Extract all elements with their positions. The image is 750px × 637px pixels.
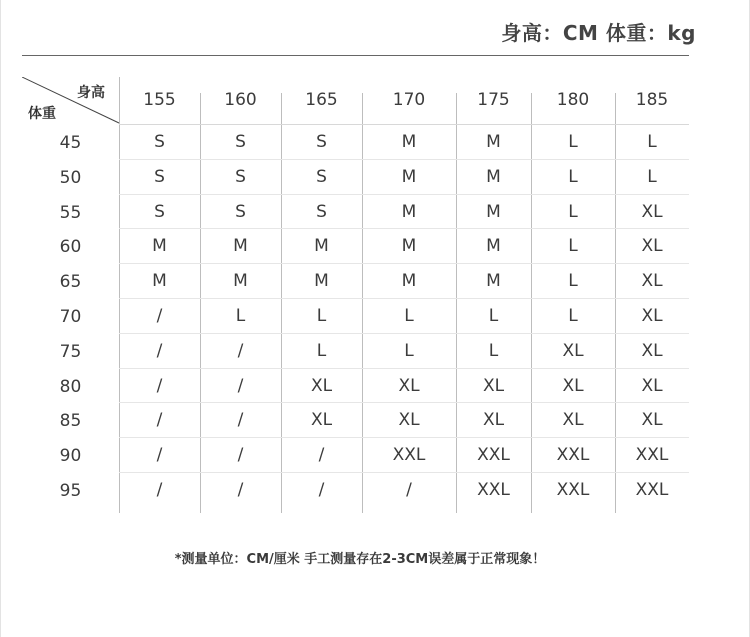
size-cell: M <box>486 166 501 187</box>
row-divider <box>119 368 689 369</box>
measurement-note: *测量单位：CM/厘米 手工测量存在2-3CM误差属于正常现象！ <box>174 552 546 567</box>
size-cell: S <box>154 132 165 152</box>
size-cell: M <box>314 236 329 257</box>
size-cell: / <box>318 480 325 500</box>
size-cell: / <box>156 445 163 466</box>
size-cell: S <box>154 201 165 222</box>
size-cell: / <box>156 375 163 396</box>
size-cell: / <box>156 480 163 500</box>
height-header-cell: 160 <box>224 90 257 110</box>
size-cell: L <box>488 340 499 361</box>
size-cell: XXL <box>556 480 590 500</box>
size-cell: M <box>401 166 417 187</box>
size-cell: M <box>401 271 417 292</box>
size-cell: / <box>237 480 244 500</box>
size-cell: XL <box>641 375 663 396</box>
size-cell: XL <box>482 410 505 431</box>
size-cell: XL <box>310 410 333 431</box>
left-frame-border <box>0 0 1 637</box>
weight-cell: 90 <box>59 446 82 467</box>
corner-weight-label: 体重 <box>28 106 56 122</box>
size-cell: / <box>406 480 412 500</box>
size-cell: M <box>401 236 417 257</box>
size-cell: M <box>486 201 501 222</box>
size-cell: XL <box>641 340 663 361</box>
size-cell: S <box>235 166 246 187</box>
size-cell: XXL <box>556 445 590 466</box>
row-divider <box>119 159 689 160</box>
size-cell: XL <box>641 236 663 257</box>
size-cell: M <box>233 271 248 292</box>
weight-cell: 65 <box>59 272 82 293</box>
size-cell: XL <box>641 306 663 326</box>
size-cell: L <box>568 236 578 257</box>
size-cell: L <box>568 132 578 152</box>
header-divider <box>22 55 689 56</box>
row-divider <box>119 437 689 438</box>
size-cell: S <box>154 166 165 187</box>
weight-cell: 45 <box>59 133 82 153</box>
size-cell: L <box>316 340 327 361</box>
size-cell: XXL <box>477 480 510 500</box>
height-header-cell: 165 <box>305 90 338 110</box>
row-divider <box>119 402 689 403</box>
size-cell: L <box>316 306 327 326</box>
size-cell: M <box>233 236 248 257</box>
corner-height-label: 身高 <box>77 85 105 101</box>
size-cell: XL <box>641 271 663 292</box>
size-cell: L <box>488 306 499 326</box>
size-cell: / <box>156 340 163 361</box>
size-cell: M <box>152 271 167 292</box>
size-cell: L <box>568 271 578 292</box>
size-cell: L <box>235 306 246 326</box>
size-cell: XL <box>562 410 584 431</box>
size-cell: S <box>235 201 246 222</box>
unit-label: 身高：CM 体重：kg <box>501 21 696 45</box>
weight-cell: 70 <box>59 307 82 327</box>
size-cell: XXL <box>635 480 669 500</box>
size-cell: L <box>404 340 414 361</box>
height-header-cell: 155 <box>143 90 176 110</box>
height-header-cell: 180 <box>556 90 590 110</box>
size-cell: L <box>647 166 657 187</box>
size-cell: / <box>237 410 244 431</box>
size-cell: L <box>568 201 578 222</box>
weight-cell: 55 <box>59 202 82 223</box>
size-cell: L <box>647 132 657 152</box>
row-divider <box>119 472 689 473</box>
weight-cell: 80 <box>59 376 82 397</box>
size-cell: / <box>237 340 244 361</box>
size-cell: S <box>316 132 327 152</box>
row-divider <box>119 298 689 299</box>
size-cell: M <box>486 271 501 292</box>
row-divider <box>119 333 689 334</box>
size-cell: S <box>316 201 327 222</box>
size-cell: XL <box>641 201 663 222</box>
size-cell: XXL <box>477 445 510 466</box>
height-header-cell: 185 <box>635 90 669 110</box>
size-cell: / <box>237 375 244 396</box>
size-cell: / <box>156 410 163 431</box>
height-header-cell: 175 <box>477 90 510 110</box>
size-cell: M <box>401 201 417 222</box>
size-chart-table <box>22 77 689 507</box>
size-cell: S <box>235 132 246 152</box>
size-cell: L <box>404 306 414 326</box>
size-cell: / <box>156 306 163 326</box>
size-cell: XL <box>310 375 333 396</box>
size-cell: S <box>316 166 327 187</box>
size-cell: M <box>152 236 167 257</box>
size-cell: XL <box>398 375 420 396</box>
size-cell: XL <box>482 375 505 396</box>
size-cell: XL <box>562 340 584 361</box>
row-divider <box>119 194 689 195</box>
size-cell: XXL <box>635 445 669 466</box>
size-cell: / <box>237 445 244 466</box>
weight-cell: 50 <box>59 167 82 188</box>
weight-cell: 95 <box>59 481 82 501</box>
size-cell: M <box>486 236 501 257</box>
size-cell: L <box>568 306 578 326</box>
size-cell: M <box>401 132 417 152</box>
size-cell: XXL <box>392 445 426 466</box>
size-cell: M <box>314 271 329 292</box>
size-cell: XL <box>398 410 420 431</box>
size-cell: / <box>318 445 325 466</box>
row-divider <box>119 263 689 264</box>
size-cell: L <box>568 166 578 187</box>
size-cell: M <box>486 132 501 152</box>
row-divider <box>119 124 689 125</box>
height-header-cell: 170 <box>392 90 426 110</box>
size-cell: XL <box>562 375 584 396</box>
size-cell: XL <box>641 410 663 431</box>
weight-cell: 75 <box>59 341 82 362</box>
weight-cell: 85 <box>59 411 82 432</box>
weight-cell: 60 <box>59 237 82 258</box>
row-divider <box>119 228 689 229</box>
